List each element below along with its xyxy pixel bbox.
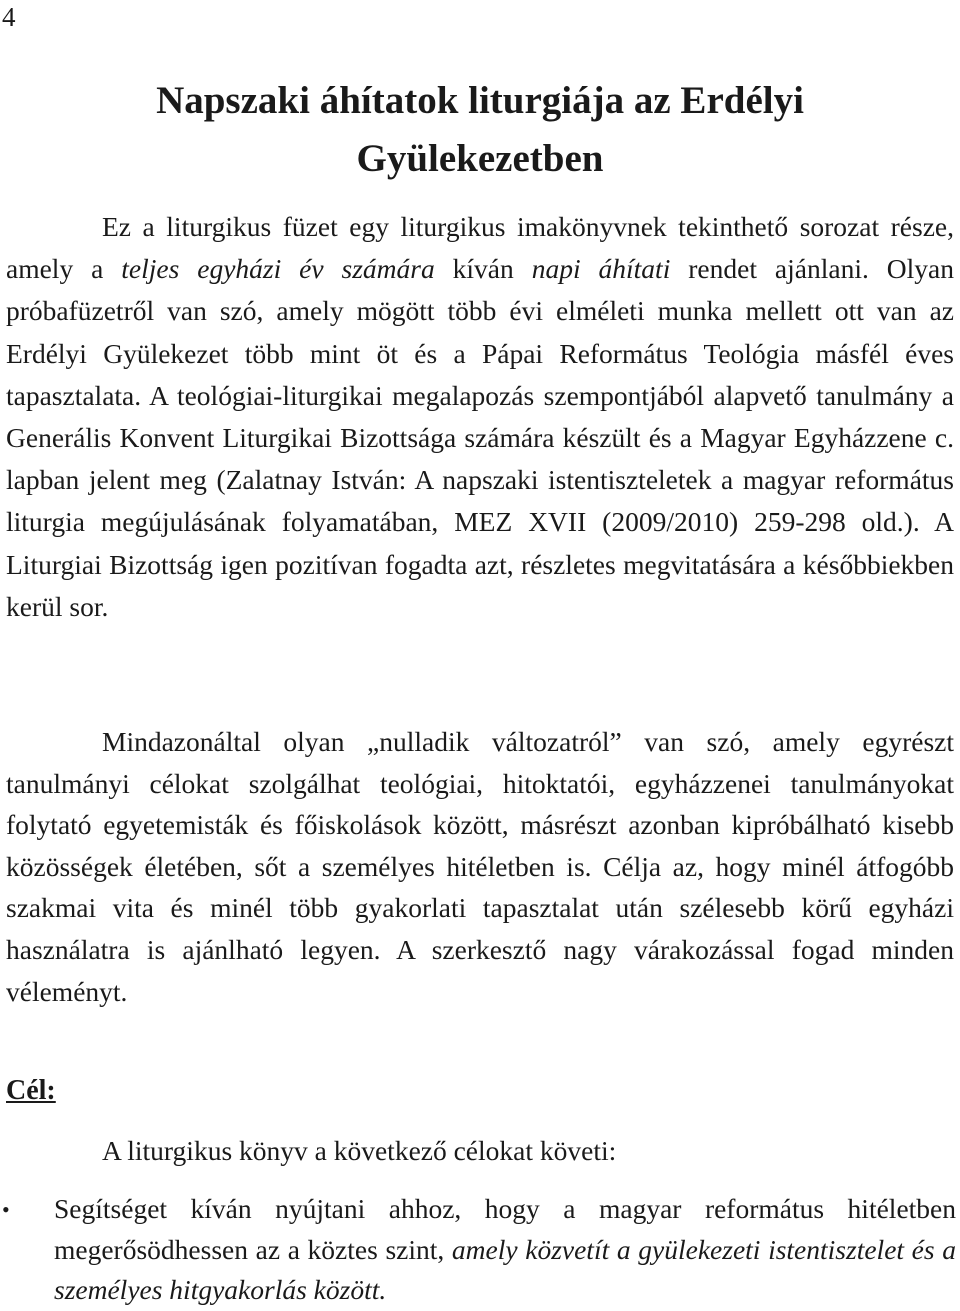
paragraph-text: kíván	[434, 253, 532, 285]
paragraph-text: Ez a liturgikus füzet egy liturgikus imakönyvnek tekinthető sorozat része, amely a	[6, 211, 954, 285]
goal-heading: Cél:	[6, 1075, 56, 1106]
paragraph-text: Mindazonáltal olyan „nulladik változatról” van szó, amely egyrészt tanulmányi célokat szolgálhat teológiai, hitoktatói, egyházzenei tanulmányokat folytató egyetemisták és főiskolások között, másrészt azonban kipróbálható kisebb közösségek életében, sőt a személyes hitéletben is. Célja az, hogy minél átfogóbb szakmai vita és minél több gyakorlati tapasztalat után szélesebb körű egyházi használatra is ajánlható legyen. A szerkesztő nagy várakozással fogad minden véleményt.	[6, 726, 954, 1007]
bullet-icon: •	[2, 1197, 10, 1222]
title-line-1: Napszaki áhítatok liturgiája az Erdélyi	[156, 79, 804, 122]
page-title	[0, 72, 960, 188]
page-number: 4	[2, 2, 16, 32]
bullet-text-italic: amely közvetít a gyülekezeti istentisztelet és a személyes hitgyakorlás között.	[54, 1233, 956, 1305]
bullet-list-item	[0, 1189, 960, 1311]
paragraph-text: rendet ajánlani. Olyan próbafüzetről van szó, amely mögött több évi elméleti munka mellett ott van az Erdélyi Gyülekezet több mint öt és a Pápai Református Teológia másfél éves tapasztalata. A teológiai-liturgikai megalapozás szempontjából alapvető tanulmány a Generális Konvent Liturgikai Bizottsága számára készült és a Magyar Egyházzene c. lapban jelent meg (Zalatnay István: A napszaki istentiszteletek a magyar református liturgia megújulásának folyamatában, MEZ XVII (2009/2010) 259-298 old.). A Liturgiai Bizottság igen pozitívan fogadta azt, részletes megvitatására a későbbiekben kerül sor.	[6, 253, 954, 622]
intro-paragraph	[6, 206, 954, 628]
emphasis-church-year: teljes egyházi év számára	[121, 253, 435, 285]
goal-intro: A liturgikus könyv a következő célokat követi:	[102, 1135, 617, 1166]
bullet-text-plain: Segítséget kíván nyújtani ahhoz, hogy a magyar református hitéletben megerősödhessen az a köztes szint,	[54, 1193, 956, 1265]
emphasis-daily-devotion: napi áhítati	[531, 253, 671, 285]
second-paragraph	[6, 721, 954, 1012]
title-line-2: Gyülekezetben	[356, 137, 604, 180]
bullet-text	[54, 1189, 956, 1311]
